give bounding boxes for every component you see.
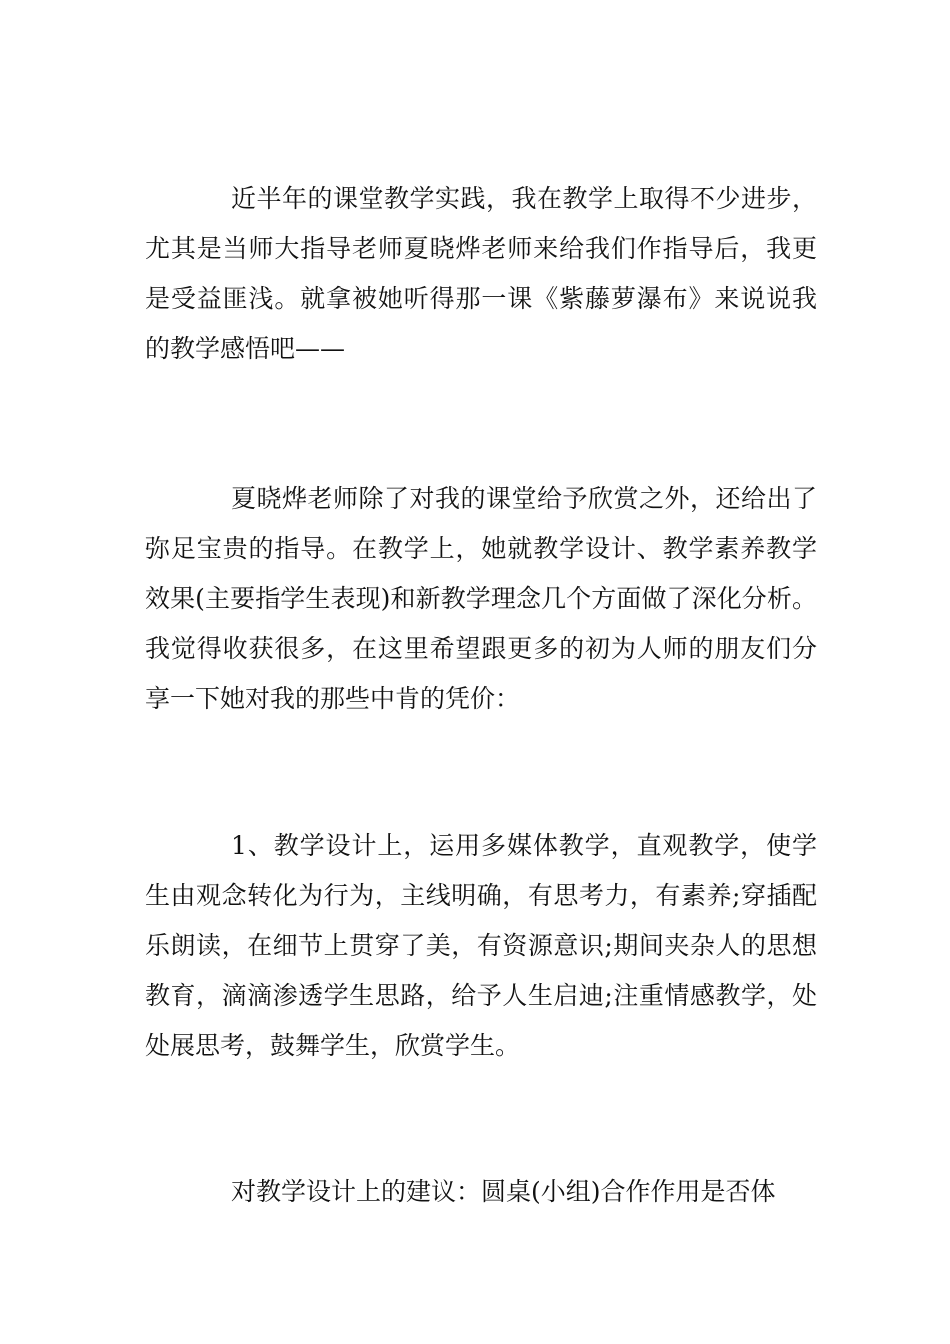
paragraph-point-1: 1、教学设计上，运用多媒体教学，直观教学，使学生由观念转化为行为，主线明确，有思考力，有素养;穿插配乐朗读，在细节上贯穿了美，有资源意识;期间夹杂人的思想教育，滴滴渗透学生思路，给予人生启迪;注重情感教学，处处展思考，鼓舞学生，欣赏学生。 <box>145 831 817 1060</box>
paragraph-guidance: 夏晓烨老师除了对我的课堂给予欣赏之外，还给出了弥足宝贵的指导。在教学上，她就教学设计、教学素养教学效果(主要指学生表现)和新教学理念几个方面做了深化分析。我觉得收获很多，在这里希望跟更多的初为人师的朋友们分享一下她对我的那些中肯的凭价： <box>145 484 817 713</box>
paragraph-suggestion: 对教学设计上的建议：圆桌(小组)合作作用是否体 <box>231 1177 776 1206</box>
paragraph-intro: 近半年的课堂教学实践，我在教学上取得不少进步，尤其是当师大指导老师夏晓烨老师来给我们作指导后，我更是受益匪浅。就拿被她听得那一课《紫藤萝瀑布》来说说我的教学感悟吧—— <box>145 184 817 363</box>
